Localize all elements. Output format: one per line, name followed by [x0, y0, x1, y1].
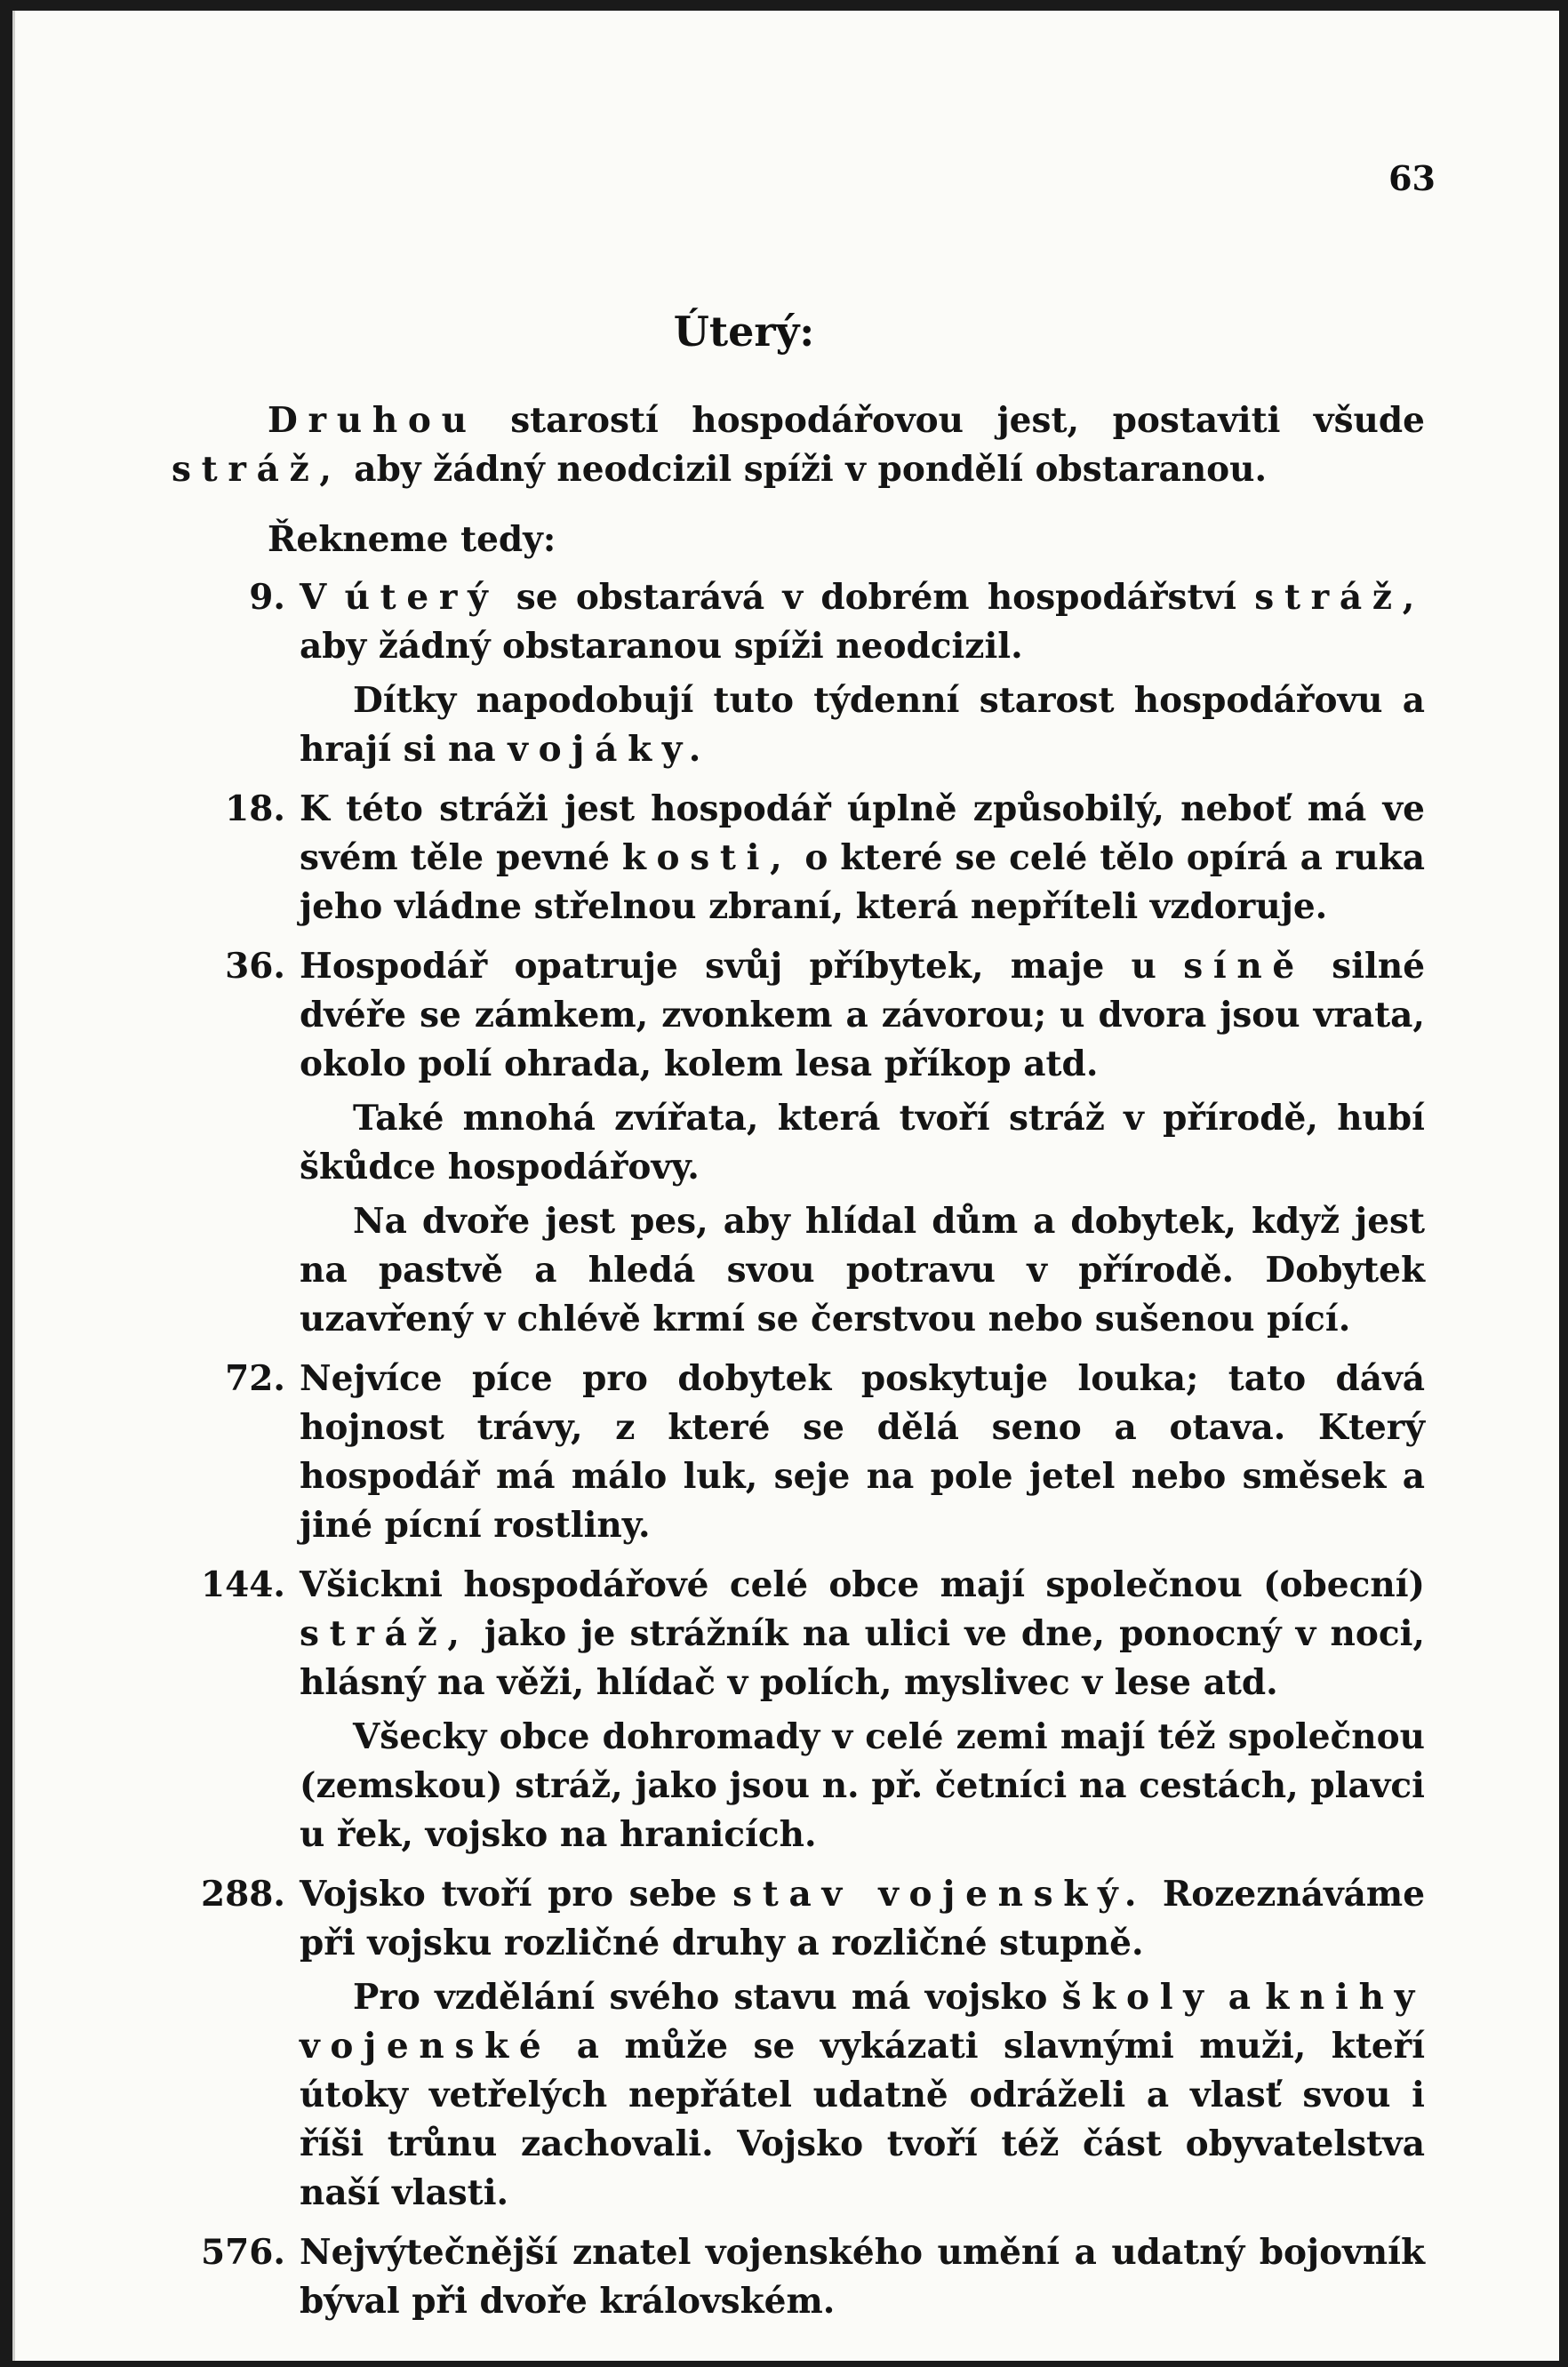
text-run: K této stráži jest hospodář úplně způsobilý, neboť má ve svém těle pevné [300, 788, 1425, 878]
text-run: jako je strážník na ulici ve dne, ponocný v noci, hlásný na věži, hlídač v polích, myslivec v lese atd. [300, 1613, 1425, 1703]
spaced-emphasis: Druhou [268, 400, 477, 441]
spaced-emphasis: stráž, [172, 449, 342, 490]
numbered-entry [172, 942, 1425, 1344]
numbered-entry [172, 1561, 1425, 1859]
spaced-emphasis: knihy vojenské [300, 1977, 1425, 2067]
page-number: 63 [1388, 158, 1436, 198]
entry-number: 144. [201, 1564, 285, 1605]
text-run: Dítky napodobují tuto týdenní starost hospodářovu a hrají si na [300, 680, 1425, 770]
page-body [172, 396, 1425, 2337]
text-run: V [300, 577, 327, 618]
entry-paragraph [300, 1973, 1425, 2218]
spaced-emphasis: síně [1183, 946, 1305, 987]
entry-number: 9. [249, 577, 285, 618]
numbered-entry [172, 1355, 1425, 1550]
numbered-entry [172, 2228, 1425, 2326]
rekneme-line: Řekneme tedy: [268, 519, 556, 560]
text-run: Rozeznáváme při vojsku rozličné druhy a rozličné stupně. [300, 1874, 1426, 1963]
entry-paragraph: Všecky obce dohromady v celé zemi mají též společnou (zemskou) stráž, jako jsou n. př. četníci na cestách, plavci u řek, vojsko na hranicích. [300, 1716, 1425, 1855]
entry-paragraph: Na dvoře jest pes, aby hlídal dům a dobytek, když jest na pastvě a hledá svou potravu v přírodě. Dobytek uzavřený v chlévě krmí se čerstvou nebo sušenou pící. [300, 1201, 1425, 1339]
spaced-emphasis: stav vojenský. [732, 1874, 1148, 1915]
text-run: Všickni hospodářové celé obce mají společnou (obecní) [300, 1564, 1425, 1605]
entry-number: 288. [201, 1874, 285, 1915]
spaced-emphasis: kosti, [621, 837, 793, 878]
entry-number: 576. [201, 2232, 285, 2273]
text-run: Hospodář opatruje svůj příbytek, maje u [300, 946, 1156, 987]
numbered-entry [172, 1870, 1425, 2218]
text-run: se obstarává v dobrém hospodářství [516, 577, 1236, 618]
entry-paragraph: Také mnohá zvířata, která tvoří stráž v přírodě, hubí škůdce hospodářovy. [300, 1098, 1425, 1187]
spaced-emphasis: stráž, [300, 1613, 470, 1654]
numbered-entry [172, 785, 1425, 932]
entry-paragraph: Nejvíce píce pro dobytek poskytuje louka; tato dává hojnost trávy, z které se dělá seno a otava. Který hospodář má málo luk, seje na pole jetel nebo směsek a jiné pícní rostliny. [300, 1358, 1425, 1546]
entry-number: 72. [225, 1358, 285, 1399]
page-title: Úterý: [673, 308, 815, 356]
text-run: Vojsko tvoří pro sebe [300, 1874, 717, 1915]
text-run: Pro vzdělání svého stavu má vojsko [353, 1977, 1048, 2018]
entry-paragraph [300, 785, 1425, 932]
entry-paragraph [300, 1561, 1425, 1707]
entry-paragraph: Nejvýtečnější znatel vojenského umění a udatný bojovník býval při dvoře královském. [300, 2232, 1425, 2322]
intro-paragraph [172, 396, 1425, 494]
text-run: aby žádný neodcizil spíži v pondělí obstaranou. [354, 449, 1268, 490]
entry-paragraph [300, 942, 1425, 1089]
entry-number: 36. [225, 946, 285, 987]
text-run: silné dvéře se zámkem, zvonkem a závorou; u dvora jsou vrata, okolo polí ohrada, kolem lesa příkop atd. [300, 946, 1426, 1084]
spaced-emphasis: úterý [344, 577, 499, 618]
text-run: o které se celé tělo opírá a ruka jeho vládne střelnou zbraní, která nepříteli vzdoruje. [300, 837, 1425, 927]
entry-number: 18. [225, 788, 285, 829]
spaced-emphasis: stráž, [1254, 577, 1425, 618]
entry-paragraph [300, 1870, 1425, 1968]
entry-paragraph [300, 573, 1425, 671]
spaced-emphasis: vojáky. [508, 729, 711, 770]
text-run: starostí hospodářovou jest, postaviti všude [510, 400, 1425, 441]
text-run: a [1228, 1977, 1252, 2018]
numbered-entry [172, 573, 1425, 774]
text-run: a může se vykázati slavnými muži, kteří útoky vetřelých nepřátel udatně odráželi a vlasť svou i říši trůnu zachovali. Vojsko tvoří též část obyvatelstva naší vlasti. [300, 2026, 1426, 2213]
text-run: aby žádný obstaranou spíži neodcizil. [300, 626, 1023, 667]
book-page [12, 11, 1559, 2361]
spaced-emphasis: školy [1061, 1977, 1214, 2018]
entry-paragraph [300, 676, 1425, 774]
